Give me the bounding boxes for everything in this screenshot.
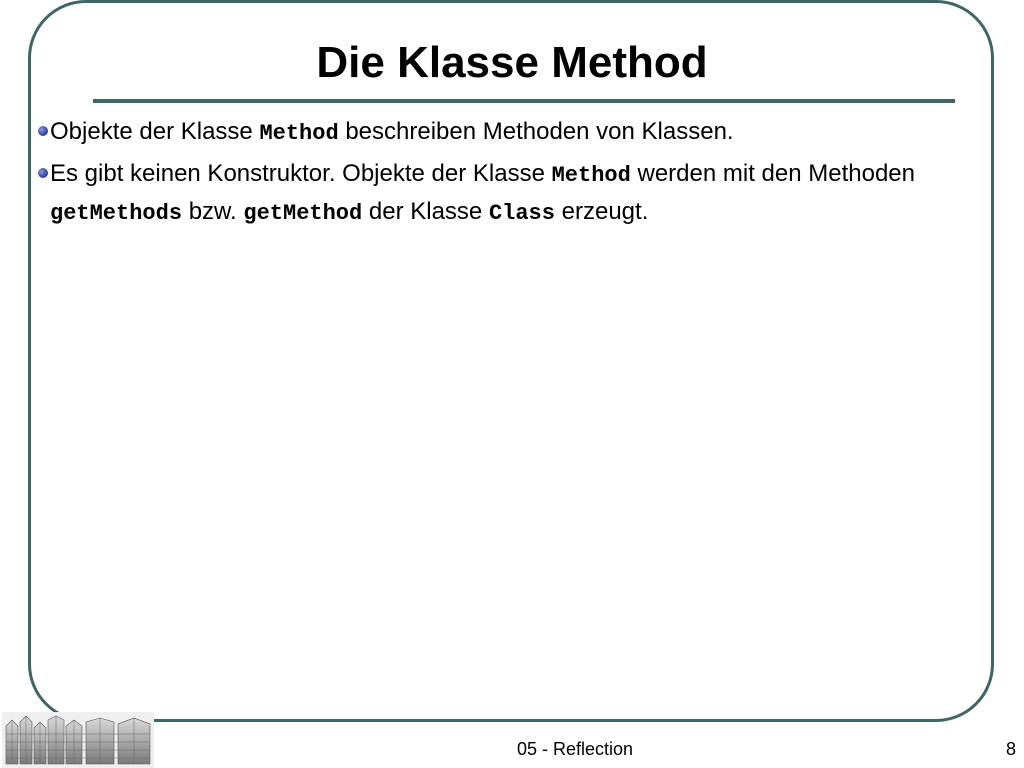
bullet-item: [36, 114, 966, 152]
slide-title: Die Klasse Method: [316, 38, 708, 87]
bullet-text-segment: erzeugt.: [554, 198, 649, 225]
round-bullet-icon: [38, 126, 48, 136]
bullet-code-segment: Class: [488, 201, 555, 226]
bullet-text-segment: werden mit den Methoden: [630, 160, 915, 187]
bullet-item: [36, 156, 966, 232]
slide-frame: [28, 0, 994, 722]
bullet-code-segment: Method: [551, 163, 631, 188]
round-bullet-icon: [38, 168, 48, 178]
bullet-text-segment: beschreiben Methoden von Klassen.: [338, 118, 734, 145]
bullet-code-segment: getMethod: [243, 201, 363, 226]
institution-logo-icon: [2, 712, 154, 768]
page-number: 8: [1005, 739, 1016, 759]
bullet-code-segment: getMethods: [50, 201, 183, 226]
bullet-code-segment: Method: [259, 121, 339, 146]
slide-content: [36, 114, 966, 232]
title-underline: [93, 99, 955, 103]
bullet-text-segment: Es gibt keinen Konstruktor. Objekte der Klasse: [50, 160, 552, 187]
bullet-text-segment: bzw.: [182, 198, 244, 225]
footer-label: 05 - Reflection: [516, 739, 634, 759]
bullet-text-segment: der Klasse: [362, 198, 489, 225]
bullet-text-segment: Objekte der Klasse: [50, 118, 260, 145]
